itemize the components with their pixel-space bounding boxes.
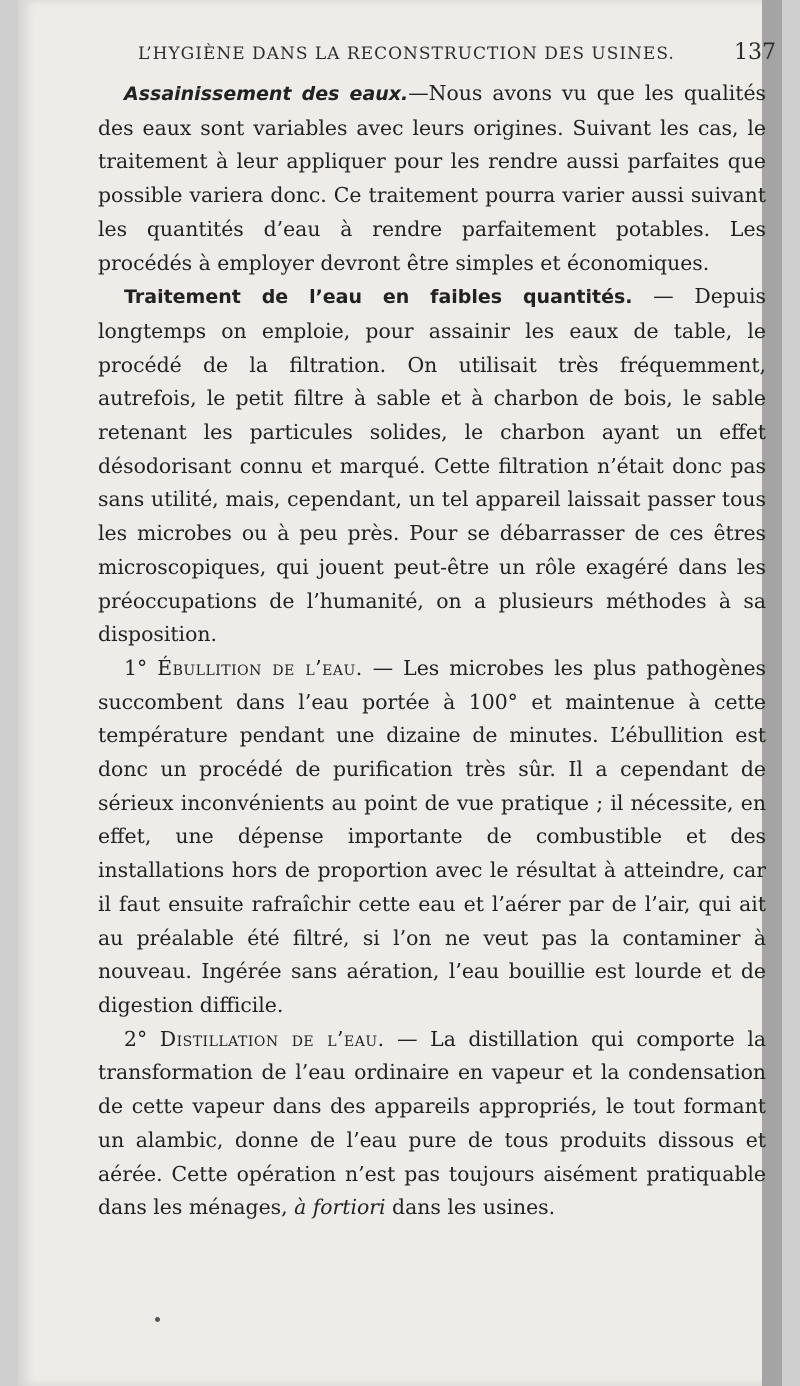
paragraph-text: — Depuis longtemps on emploie, pour assainir les eaux de table, le procédé de la filtration. On utilisait très fréquemment, autrefois, le petit filtre à sable et à charbon de bois, le sable retenant les particules solides, le charbon ayant un effet désodorisant connu et marqué. Cette filtration n’était donc pas sans utilité, mais, cependant, un tel appareil laissait passer tous les microbes ou à peu près. Pour se débarrasser de ces êtres microscopiques, qui jouent peut-être un rôle exagéré dans les préoccupations de l’humanité, on a plusieurs méthodes à sa disposition. (98, 284, 766, 647)
item-heading: Distillation de l’eau. (159, 1026, 385, 1051)
body-text (98, 77, 766, 1225)
book-page (18, 0, 782, 1386)
paragraph-text: — Les microbes les plus pathogènes succombent dans l’eau portée à 100° et maintenue à cette température pendant une dizaine de minutes. L’ébullition est donc un procédé de purification très sûr. Il a cependant de sérieux inconvénients au point de vue pratique ; il nécessite, en effet, une dépense importante de combustible et des installations hors de proportion avec le résultat à atteindre, car il faut ensuite rafraîchir cette eau et l’aérer par de l’air, qui ait au préalable été filtré, si l’on ne veut pas la contaminer à nouveau. Ingérée sans aération, l’eau bouillie est lourde et de digestion difficile. (98, 655, 766, 1017)
item-heading: Ébullition de l’eau. (157, 655, 363, 680)
ink-speck (155, 1317, 160, 1322)
paragraph-text: dans les usines. (385, 1195, 556, 1220)
page-header (138, 40, 776, 70)
paragraph-distillation (98, 1023, 766, 1225)
section-heading: Assainissement des eaux. (124, 83, 409, 105)
paragraph-assainissement (98, 77, 766, 280)
paragraph-text: —Nous avons vu que les qualités des eaux sont variables avec leurs origines. Suivant les cas, le traitement à leur appliquer pour les rendre aussi parfaites que possible variera donc. Ce traitement pourra varier aussi suivant les quantités d’eau à rendre parfaitement potables. Les procédés à employer devront être simples et économiques. (98, 81, 766, 275)
page-number: 137 (734, 40, 776, 65)
paragraph-traitement (98, 280, 766, 652)
paragraph-ebullition (98, 652, 766, 1023)
emphasis-text: à fortiori (294, 1195, 386, 1220)
item-number: 2° (124, 1026, 148, 1051)
item-number: 1° (124, 655, 148, 680)
running-title: L’HYGIÈNE DANS LA RECONSTRUCTION DES USINES. (138, 44, 675, 64)
section-heading: Traitement de l’eau en faibles quantités. (124, 286, 633, 309)
paragraph-text: — La distillation qui comporte la transformation de l’eau ordinaire en vapeur et la condensation de cette vapeur dans des appareils appropriés, le tout formant un alambic, donne de l’eau pure de tous produits dissous et aérée. Cette opération n’est pas toujours aisément pratiquable dans les ménages, (98, 1026, 766, 1220)
